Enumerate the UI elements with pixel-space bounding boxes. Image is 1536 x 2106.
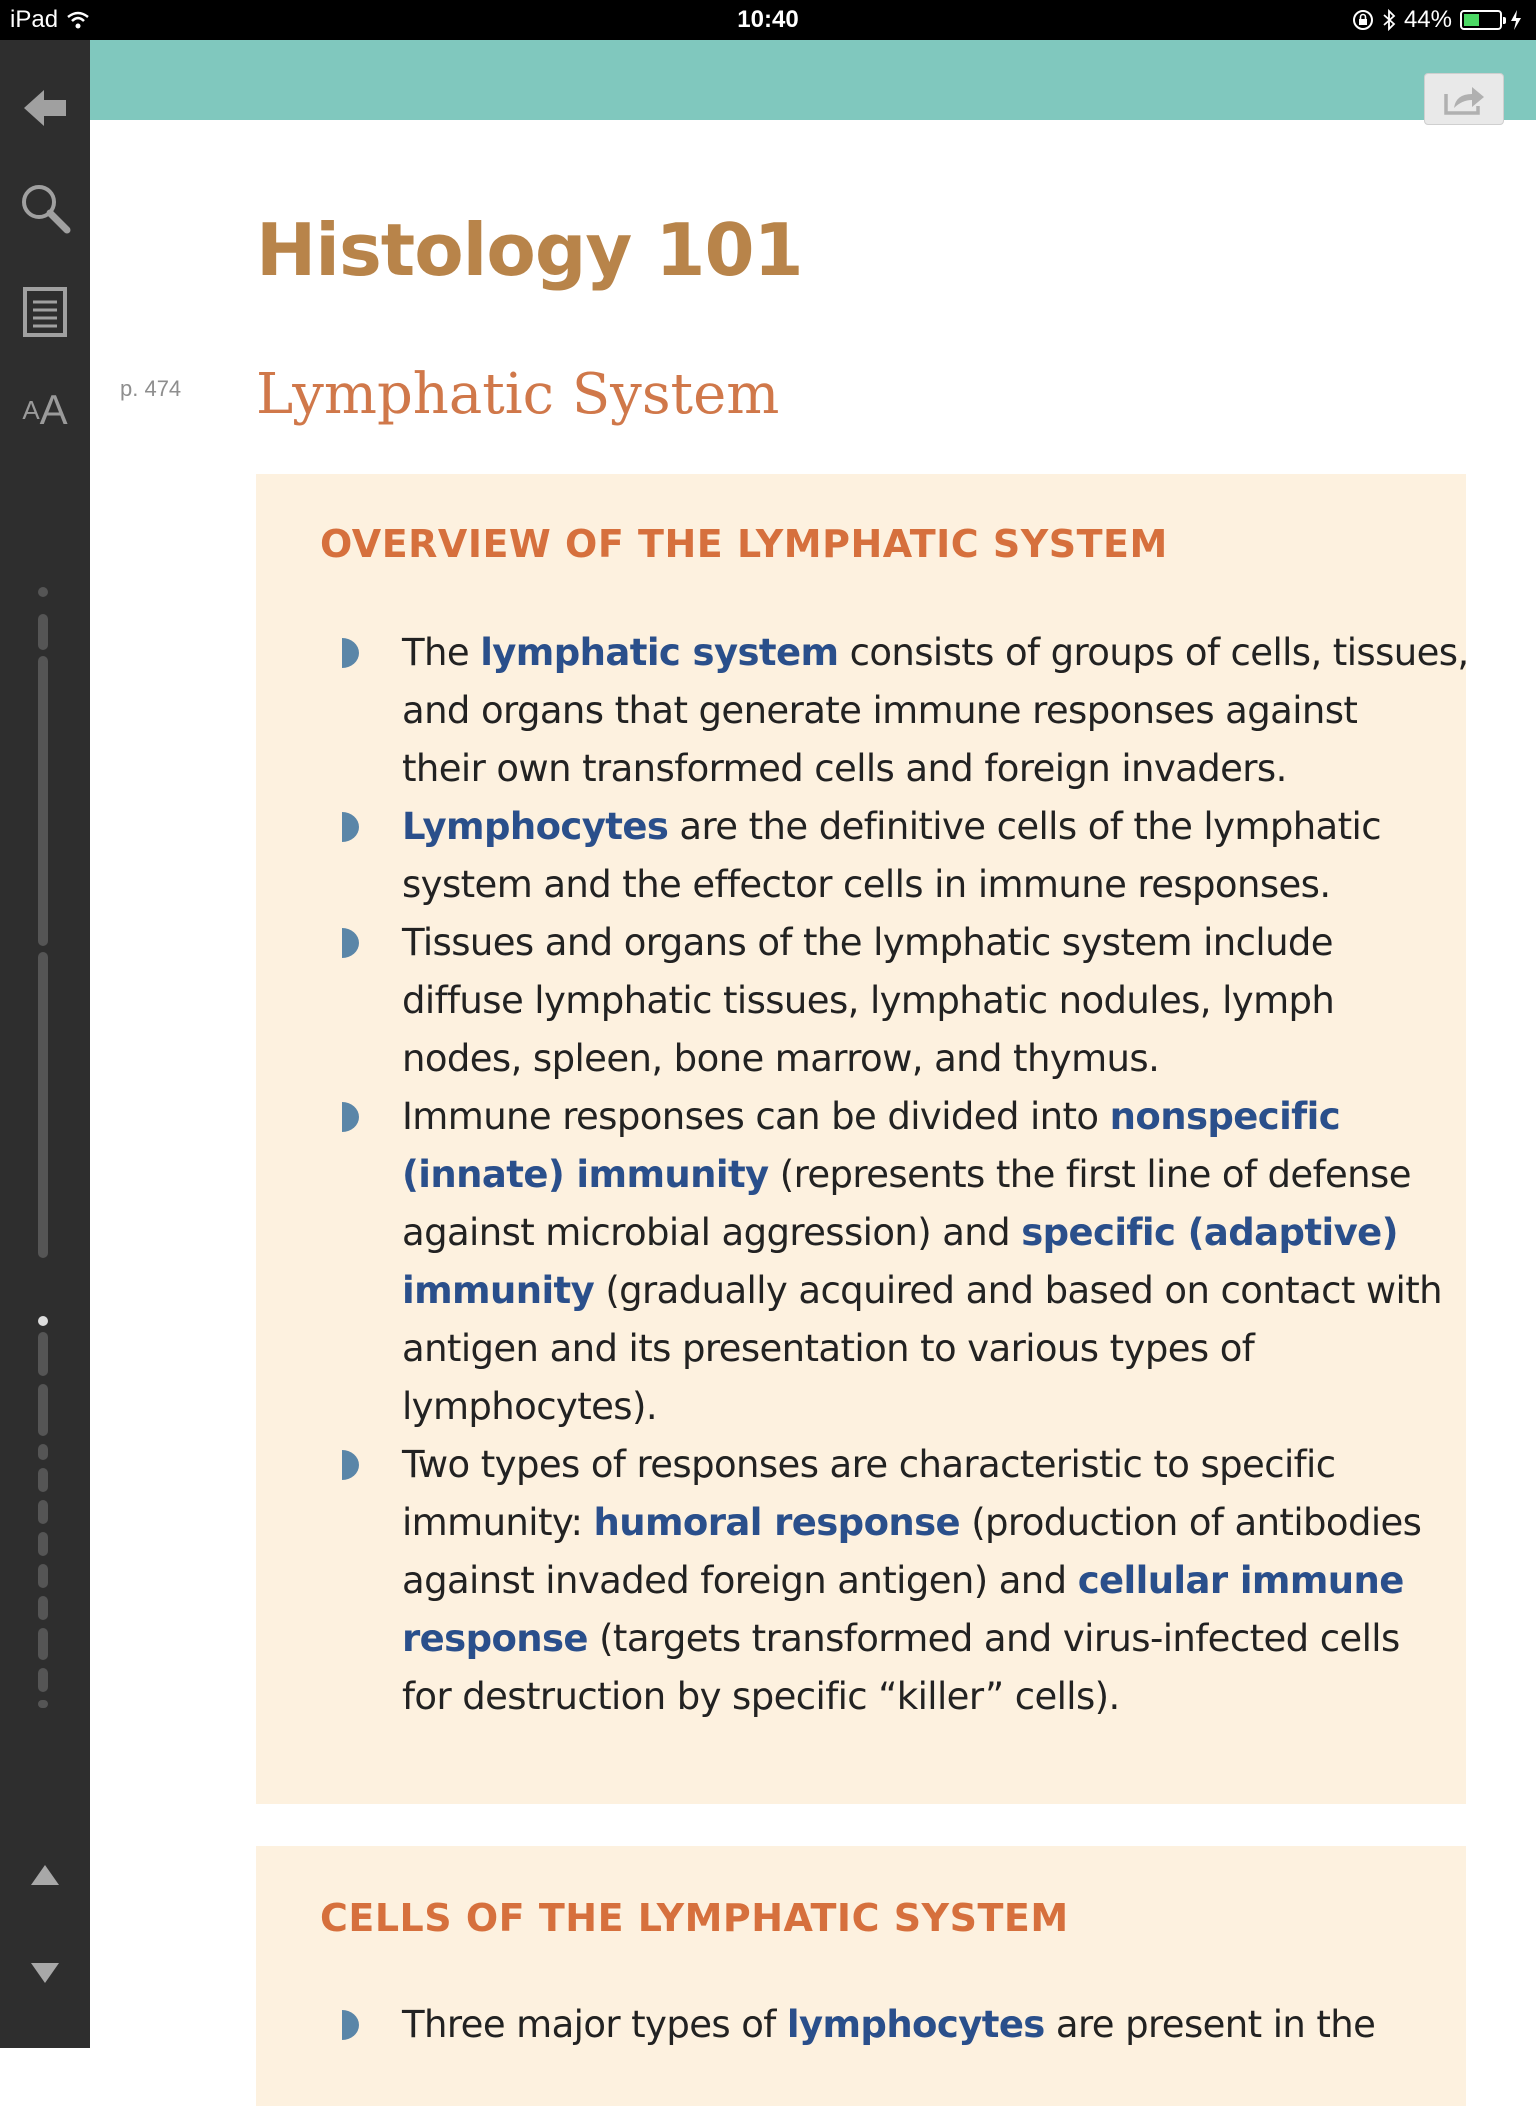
bullet-text <box>402 1088 1442 1436</box>
text-run: against microbial aggression) and <box>402 1211 1022 1254</box>
text-run: their own transformed cells and foreign invaders. <box>402 747 1287 790</box>
text-run: The <box>402 631 481 674</box>
battery-icon <box>1460 10 1502 30</box>
text-line <box>402 1378 1422 1436</box>
section-heading: CELLS OF THE LYMPHATIC SYSTEM <box>320 1896 1069 1940</box>
text-run: consists of groups of cells, tissues, <box>838 631 1469 674</box>
glossary-term-link[interactable]: humoral response <box>593 1501 961 1544</box>
bullet-text <box>402 1996 1422 2054</box>
bullet-text <box>402 624 1469 798</box>
text-line <box>402 1668 1422 1726</box>
text-run: are present in the <box>1044 2003 1376 2046</box>
text-run: for destruction by specific “killer” cells). <box>402 1675 1120 1718</box>
glossary-term-link[interactable]: immunity <box>402 1269 595 1312</box>
text-run: diffuse lymphatic tissues, lymphatic nodules, lymph <box>402 979 1335 1022</box>
progress-segment <box>38 952 48 1258</box>
progress-segment <box>38 1628 48 1660</box>
half-circle-bullet-icon <box>340 926 362 960</box>
search-button[interactable] <box>0 173 90 243</box>
contents-list-icon <box>22 286 68 338</box>
text-run: immunity: <box>402 1501 594 1544</box>
glossary-term-link[interactable]: nonspecific <box>1109 1095 1341 1138</box>
section-heading: OVERVIEW OF THE LYMPHATIC SYSTEM <box>320 522 1168 566</box>
chapter-title: Lymphatic System <box>256 362 780 427</box>
text-line <box>402 1088 1422 1146</box>
reader-sidebar <box>0 40 90 2048</box>
text-line <box>402 1552 1422 1610</box>
progress-segment <box>38 1332 48 1376</box>
text-run: Tissues and organs of the lymphatic system include <box>402 921 1333 964</box>
share-icon <box>1442 82 1486 116</box>
text-line <box>402 1996 1422 2054</box>
text-run: nodes, spleen, bone marrow, and thymus. <box>402 1037 1160 1080</box>
cells-section-box <box>256 1846 1466 2106</box>
progress-segment <box>38 1564 48 1588</box>
progress-segment <box>38 614 48 650</box>
progress-segment <box>38 587 48 597</box>
text-line <box>402 740 1422 798</box>
battery-level-fill <box>1464 14 1479 26</box>
overview-section-box <box>256 474 1469 1804</box>
text-run: (gradually acquired and based on contact with <box>594 1269 1442 1312</box>
text-line <box>402 1610 1422 1668</box>
text-line <box>402 1494 1422 1552</box>
table-of-contents-button[interactable] <box>0 277 90 347</box>
text-run: system and the effector cells in immune responses. <box>402 863 1331 906</box>
glossary-term-link[interactable]: lymphatic system <box>480 631 839 674</box>
bullet-text <box>402 914 1422 1088</box>
text-run: against invaded foreign antigen) and <box>402 1559 1078 1602</box>
text-line <box>402 682 1422 740</box>
text-run: are the definitive cells of the lymphatic <box>668 805 1381 848</box>
bullet-text <box>402 1436 1422 1726</box>
half-circle-bullet-icon <box>340 636 362 670</box>
charging-icon <box>1510 9 1522 31</box>
progress-knob[interactable] <box>38 1316 48 1326</box>
glossary-term-link[interactable]: response <box>402 1617 588 1660</box>
half-circle-bullet-icon <box>340 1448 362 1482</box>
text-line <box>402 624 1469 682</box>
text-line <box>402 1204 1422 1262</box>
progress-segment <box>38 1468 48 1492</box>
text-run: Three major types of <box>402 2003 787 2046</box>
rotation-lock-icon <box>1352 9 1374 31</box>
top-bar <box>90 40 1536 120</box>
progress-segment <box>38 1500 48 1524</box>
progress-segment <box>38 1700 48 1708</box>
half-circle-bullet-icon <box>340 2008 362 2042</box>
device-label: iPad <box>10 6 59 33</box>
text-line <box>402 1262 1442 1320</box>
text-run: Immune responses can be divided into <box>402 1095 1110 1138</box>
progress-segment <box>38 1532 48 1556</box>
progress-segment <box>38 1596 48 1620</box>
glossary-term-link[interactable]: cellular immune <box>1077 1559 1404 1602</box>
battery-percent: 44% <box>1403 6 1452 33</box>
text-line <box>402 972 1422 1030</box>
text-line <box>402 1436 1422 1494</box>
clock: 10:40 <box>737 6 799 33</box>
glossary-term-link[interactable]: (innate) immunity <box>402 1153 769 1196</box>
half-circle-bullet-icon <box>340 810 362 844</box>
half-circle-bullet-icon <box>340 1100 362 1134</box>
progress-segment <box>38 1384 48 1436</box>
text-line <box>402 798 1422 856</box>
glossary-term-link[interactable]: lymphocytes <box>786 2003 1045 2046</box>
previous-page-button[interactable] <box>0 1840 90 1910</box>
text-line <box>402 914 1422 972</box>
font-large-glyph: A <box>39 386 68 433</box>
share-button[interactable] <box>1424 73 1504 125</box>
text-run: and organs that generate immune responses against <box>402 689 1358 732</box>
progress-segment <box>38 1444 48 1460</box>
text-run: Two types of responses are characteristic to specific <box>402 1443 1336 1486</box>
text-run: lymphocytes). <box>402 1385 657 1428</box>
text-line <box>402 856 1422 914</box>
font-small-glyph: A <box>22 394 40 425</box>
triangle-up-icon <box>31 1865 59 1885</box>
font-size-button[interactable] <box>0 375 90 445</box>
text-line <box>402 1030 1422 1088</box>
page-number: p. 474 <box>120 376 182 401</box>
next-page-button[interactable] <box>0 1938 90 2008</box>
back-arrow-icon <box>22 88 68 128</box>
text-line <box>402 1146 1422 1204</box>
triangle-down-icon <box>31 1963 59 1983</box>
progress-segment <box>38 1668 48 1692</box>
glossary-term-link[interactable]: specific (adaptive) <box>1021 1211 1398 1254</box>
text-run: (production of antibodies <box>960 1501 1422 1544</box>
back-button[interactable] <box>0 73 90 143</box>
bluetooth-icon <box>1382 8 1396 32</box>
search-icon <box>19 182 71 234</box>
text-run: antigen and its presentation to various types of <box>402 1327 1255 1370</box>
book-title: Histology 101 <box>256 208 803 292</box>
status-bar <box>0 0 1536 40</box>
text-run: (represents the first line of defense <box>768 1153 1411 1196</box>
text-line <box>402 1320 1422 1378</box>
progress-segment <box>38 656 48 946</box>
bullet-text <box>402 798 1422 914</box>
text-run: (targets transformed and virus-infected cells <box>587 1617 1400 1660</box>
glossary-term-link[interactable]: Lymphocytes <box>402 805 669 848</box>
